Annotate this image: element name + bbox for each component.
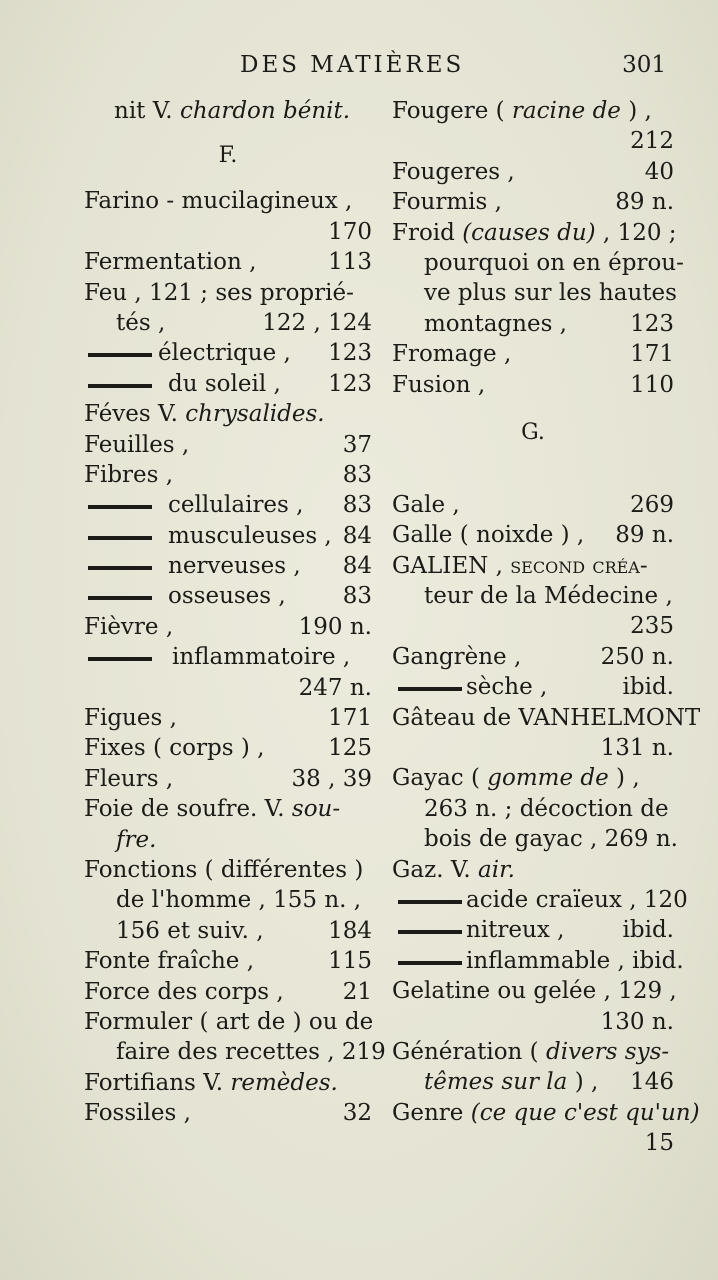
ditto-dash xyxy=(88,536,152,540)
index-entry: 235 xyxy=(630,613,674,640)
index-column-right xyxy=(392,96,701,1159)
index-entry: 212 xyxy=(630,128,674,155)
index-entry: Genre (ce que c'est qu'un) xyxy=(392,1099,700,1126)
page-number: 301 xyxy=(622,52,666,78)
index-subentry: acide craïeux , 120 xyxy=(392,885,674,915)
index-entry: Gale , 269 xyxy=(392,491,674,518)
index-entry: Fixes ( corps ) , 125 xyxy=(84,735,372,762)
section-letter: G. xyxy=(521,419,545,445)
index-entry: Fonctions ( différentes ) xyxy=(84,856,364,883)
index-entry: 263 n. ; décoction de xyxy=(424,795,669,822)
ditto-dash xyxy=(88,566,152,570)
index-entry: Gayac ( gomme de ) , xyxy=(392,765,640,792)
index-entry: Feu , 121 ; ses proprié- xyxy=(84,279,354,306)
index-entry: Gâteau de VANHELMONT xyxy=(392,704,701,731)
index-entry: ve plus sur les hautes xyxy=(424,280,677,307)
index-subentry: inflammatoire , xyxy=(84,642,372,672)
index-entry: faire des recettes , 219 xyxy=(116,1039,386,1066)
index-entry: Fleurs , 38 , 39 xyxy=(84,765,372,792)
index-entry: Féves V. chrysalides. xyxy=(84,401,325,428)
index-entry: 15 xyxy=(644,1130,674,1157)
index-entry: Fonte fraîche , 115 xyxy=(84,948,372,975)
index-column-left xyxy=(84,96,386,1129)
index-entry: Fortifians V. remèdes. xyxy=(84,1069,338,1096)
ditto-dash xyxy=(88,384,152,388)
ditto-dash xyxy=(398,961,462,965)
index-entry: fre. xyxy=(116,826,157,853)
index-subentry: du soleil , 123 xyxy=(84,369,372,399)
index-entry: Fourmis , 89 n. xyxy=(392,189,674,216)
index-entry: Fibres , 83 xyxy=(84,461,372,488)
index-subentry: cellulaires , 83 xyxy=(84,490,372,520)
index-entry: Formuler ( art de ) ou de xyxy=(84,1008,374,1035)
ditto-dash xyxy=(398,687,462,691)
index-entry: 156 et suiv. , 184 xyxy=(116,917,372,944)
index-entry: Fièvre , 190 n. xyxy=(84,613,372,640)
index-subentry: nitreux , ibid. xyxy=(392,915,674,945)
index-subentry: musculeuses , 84 xyxy=(84,521,372,551)
running-head: DES MATIÈRES xyxy=(240,52,465,78)
index-entry: 247 n. xyxy=(298,674,372,701)
ditto-dash xyxy=(88,353,152,357)
index-entry: pourquoi on en éprou- xyxy=(424,249,684,276)
index-subentry: osseuses , 83 xyxy=(84,581,372,611)
ditto-dash xyxy=(88,596,152,600)
ditto-dash xyxy=(398,930,462,934)
index-entry: Froid (causes du) , 120 ; xyxy=(392,219,677,246)
index-entry: Foie de soufre. V. sou- xyxy=(84,796,341,823)
index-entry: Gangrène , 250 n. xyxy=(392,643,674,670)
index-entry: montagnes , 123 xyxy=(424,310,674,337)
index-entry: Fougere ( racine de ) , xyxy=(392,98,652,124)
index-entry: teur de la Médecine , xyxy=(424,583,673,610)
index-entry: GALIEN , second créa- xyxy=(392,552,648,579)
ditto-dash xyxy=(88,505,152,509)
index-entry: Génération ( divers sys- xyxy=(392,1038,670,1065)
index-entry: Farino - mucilagineux , xyxy=(84,188,353,215)
index-entry: Fermentation , 113 xyxy=(84,249,372,276)
index-entry: Fougeres , 40 xyxy=(392,158,674,185)
index-entry: têmes sur la ) , 146 xyxy=(424,1069,674,1096)
index-entry: Force des corps , 21 xyxy=(84,978,372,1005)
index-entry: nit V. chardon bénit. xyxy=(114,98,351,124)
index-subentry: sèche , ibid. xyxy=(392,672,674,702)
index-entry: Figues , 171 xyxy=(84,705,372,732)
index-entry: Galle ( noixde ) , 89 n. xyxy=(392,522,674,549)
ditto-dash xyxy=(88,657,152,661)
index-entry: 170 xyxy=(328,218,372,245)
index-entry: Fossiles , 32 xyxy=(84,1100,372,1127)
section-letter: F. xyxy=(218,143,238,169)
index-entry: tés , 122 , 124 xyxy=(116,309,372,336)
index-entry: 131 n. xyxy=(600,735,674,762)
index-entry: Feuilles , 37 xyxy=(84,431,372,458)
index-entry: Fusion , 110 xyxy=(392,371,674,398)
index-entry: de l'homme , 155 n. , xyxy=(116,887,362,914)
index-entry: Fromage , 171 xyxy=(392,341,674,368)
index-entry: Gelatine ou gelée , 129 , xyxy=(392,978,677,1005)
index-subentry: inflammable , ibid. xyxy=(392,946,674,976)
index-subentry: électrique , 123 xyxy=(84,338,372,368)
index-entry: 130 n. xyxy=(600,1008,674,1035)
index-entry: bois de gayac , 269 n. xyxy=(424,826,678,853)
index-subentry: nerveuses , 84 xyxy=(84,551,372,581)
ditto-dash xyxy=(398,900,462,904)
index-entry: Gaz. V. air. xyxy=(392,856,515,883)
